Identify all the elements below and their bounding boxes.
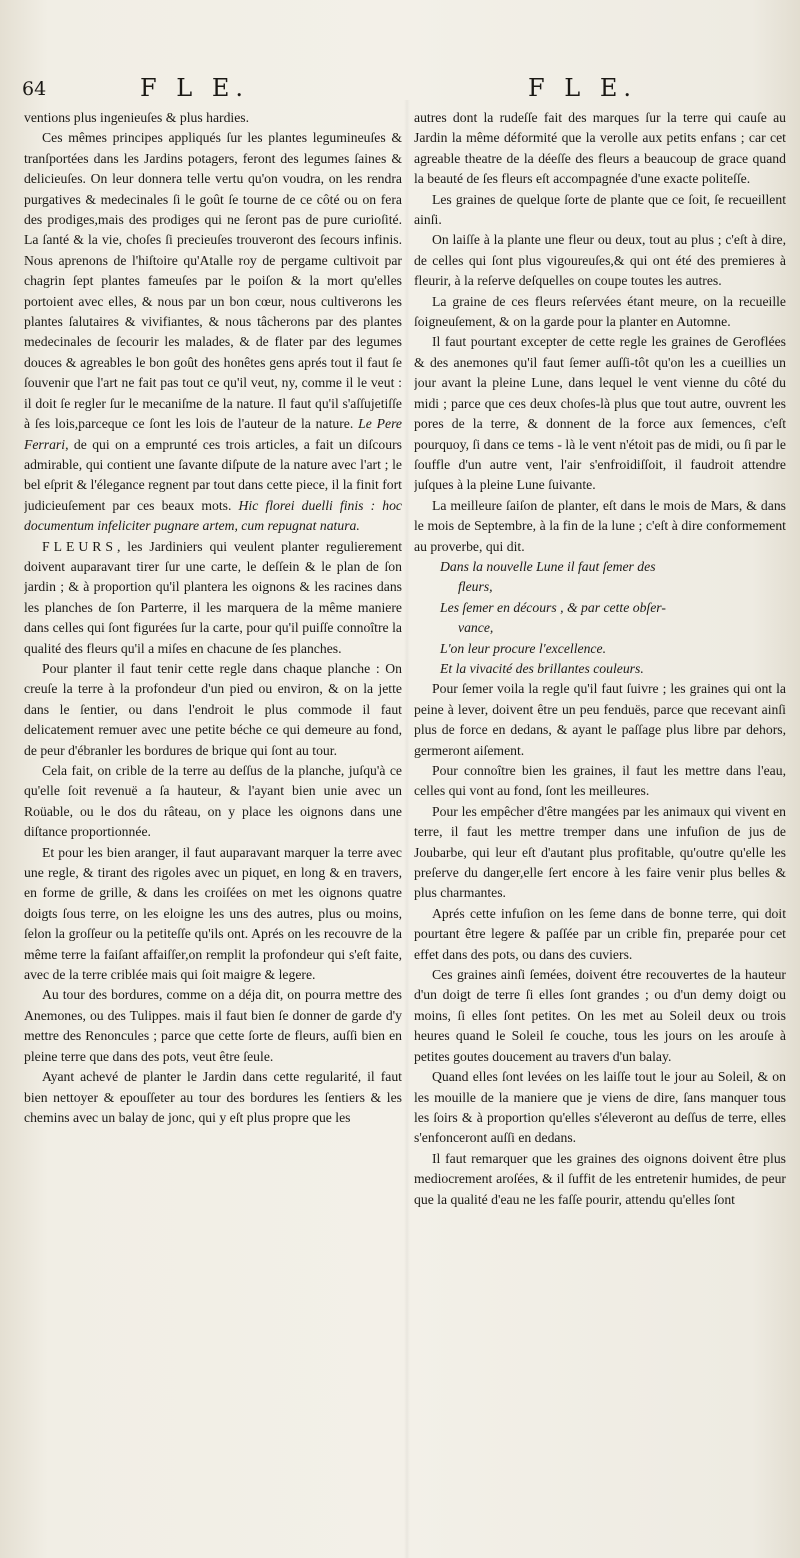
paragraph: Quand elles ſont levées on les laiſſe tout le jour au Soleil, & on les mouille de la maniere que je viens de dire, ſans manquer tous les ſoirs & à proportion qu'elles s'éleveront au deſſus de terre, elles s'enfonceront auſſi en dedans. [414,1069,786,1146]
paragraph: On laiſſe à la plante une fleur ou deux, tout au plus ; c'eſt à dire, de celles qui ſont plus vigoureuſes,& qui ont été des premieres à fleurir, à la reſerve deſquelles on coupe toutes les autres. [414,232,786,289]
paragraph-text: , de qui on a emprunté ces trois articles, a fait un diſcours admirable, qui contient une ſavante diſpute de la nature avec l'art ; le bel eſprit & l'élegance regnent par tout dans cette piece, il la finit fort judicieuſement par ces beaux mots. [24,436,402,513]
paragraph-text: Ces mêmes principes appliqués ſur les plantes legumineuſes & tranſportées dans les Jardins potagers, feront des legumes ſaines & delicieuſes. On leur donnera telle vertu qu'on voudra, on les rendra purgatives & medecinales ſi le goût ſe tourne de ce côté ou on fera des prodiges,mais des prodiges qui ne ſeront pas de pure curioſité. La ſanté & la vie, choſes ſi precieuſes trouveront des ſecours infinis. Nous aprenons de l'hiſtoire qu'Atalle roy de pergame cultivoit par chagrin ſept plantes fameuſes par le poiſon & la mort qu'elles portoient avec elles, & nous par un bon cœur, nous cultiverons les plantes ſalutaires & vivifiantes, & nous tâcherons par des plantes medecinales de ſecourir les malades, & de flater par des legumes douces & agreables le bon goût des honêtes gens aprés tout il faut ſe ſouvenir que l'art ne fait pas tout ce qu'il veut, ny, comme il le veut : il doit ſe regler ſur le mecaniſme de la nature. Il faut qu'il s'aſſujetiſſe à ſes lois,parceque ce ſont les lois de l'auteur de la nature. [24,130,402,432]
verse-line: fleurs, [458,579,493,595]
left-column [24,108,402,1552]
paragraph [24,537,402,659]
latin-quote: Hic florei duelli finis : hoc documentum infeliciter pugnare artem, cum repugnat natura. [24,497,402,534]
paragraph [24,128,402,536]
author-name: Le Pere Ferrari [24,416,402,452]
paragraph: Pour ſemer voila la regle qu'il faut ſuivre ; les graines qui ont la peine à lever, doivent être un peu fenduës, parce que recevant ainſi plus de force en dedans, & ayant le paſſage plus libre par dehors, germeront aiſement. [414,681,786,758]
left-running-title: F L E. [140,74,249,102]
paragraph: Pour planter il faut tenir cette regle dans chaque planche : On creuſe la terre à la profondeur d'un pied ou environ, & on la jette dans le ſentier, ou dans l'endroit le plus commode il faut delicatement remuer avec une petite béche ce qui demeure au fond, de peur d'ébranler les bordures de brique qui ſont au tour. [24,660,402,758]
paragraph: Il faut remarquer que les graines des oignons doivent être plus mediocrement aroſées, & il ſuffit de les entretenir humides, de peur que la qualité d'eau ne les faſſe pourir, attendu qu'elles ſont [414,1150,786,1207]
paragraph: Pour connoître bien les graines, il faut les mettre dans l'eau, celles qui vont au fond, ſont les meilleures. [414,763,786,799]
proverb-verse [440,557,786,679]
paragraph: Cela fait, on crible de la terre au deſſus de la planche, juſqu'à ce qu'elle ſoit revenuë a ſa hauteur, & l'ayant bien unie avec un Roüable, ou le dos du râteau, on y place les oignons dans une diſtance proportionnée. [24,763,402,840]
paragraph: Et pour les bien aranger, il faut auparavant marquer la terre avec une regle, & tirant des rigoles avec un piquet, en long & en travers, en forme de grille, & dans les croiſées on met les oignons quatre doigts ſous terre, on les eloigne les uns des autres, plus ou moins, ſelon la groſſeur ou la petiteſſe qu'ils ont. Aprés on les recouvre de la même terre la faiſant affaiſſer,on remplit la profondeur qui s'eſt faite, avec de la terre criblée mais qui ſoit maigre & legere. [24,844,402,983]
column-gutter [404,100,410,1558]
paragraph: autres dont la rudeſſe fait des marques ſur la terre qui cauſe au Jardin la même déformité que la verolle aux petits enfans ; car cet agreable theatre de la déeſſe des fleurs a beaucoup de grace quand la beauté de ſes fleurs eſt accompagnée d'une exacte politeſſe. [414,110,786,187]
verse-line: vance, [458,620,494,636]
paragraph: Aprés cette infuſion on les ſeme dans de bonne terre, qui doit pourtant être legere & paſſée par un crible fin, preparée pour cet effet dans des pots, ou dans des cuviers. [414,905,786,962]
verse-line: Les ſemer en décours , & par cette obſer- [440,599,666,615]
paragraph: Les graines de quelque ſorte de plante que ce ſoit, ſe recueillent ainſi. [414,191,786,228]
paragraph: Ayant achevé de planter le Jardin dans cette regularité, il faut bien nettoyer & epouſſeter au tour des bordures les ſentiers & les chemins avec un balay de jonc, qui y eſt plus propre que les [24,1069,402,1125]
verse-line: Dans la nouvelle Lune il faut ſemer des [440,558,656,574]
running-header [0,72,800,108]
entry-headword: FLEURS [42,538,117,554]
paragraph: La graine de ces fleurs reſervées étant meure, on la recueille ſoigneuſement, & on la garde pour la planter en Automne. [414,293,786,330]
paragraph: Au tour des bordures, comme on a déja dit, on pourra mettre des Anemones, ou des Tulippes. mais il faut bien ſe donner de garde d'y mettre des Renoncules ; parce que cette ſorte de fleurs, auſſi bien en pleine terre que dans des pots, veut être ſeule. [24,987,402,1064]
page-number: 64 [22,78,47,100]
verse-line: Et la vivacité des brillantes couleurs. [440,660,644,676]
paragraph: La meilleure ſaiſon de planter, eſt dans le mois de Mars, & dans le mois de Septembre, à la fin de la lune ; c'eſt à dire conformement au proverbe, qui dit. [414,497,786,554]
right-running-title: F L E. [528,74,637,102]
verse-line: L'on leur procure l'excellence. [440,640,606,656]
right-column [414,108,786,1552]
paragraph: Ces graines ainſi ſemées, doivent étre recouvertes de la hauteur d'un doigt de terre ſi elles ſont grandes ; ou d'un demy doigt ou moins, ſi elles ſont petites. On les met au Soleil deux ou trois heures quand le Soleil ſe couche, tous les jours on les arouſe à petites goutes doucement au travers d'un balay. [414,967,786,1064]
paragraph: ventions plus ingenieuſes & plus hardies. [24,110,250,125]
paragraph: Il faut pourtant excepter de cette regle les graines de Geroflées & des anemones qu'il faut ſemer auſſi-tôt qu'on les a cueillies un jour avant la pleine Lune, dans lequel le vent vienne du côté du midi ; parce que ces deux choſes-là plus que tout autre, ouvrent les pores de la terre, & donnent de la force aux ſemences, c'eſt pourquoy, ſi dans ce tems - là le vent n'étoit pas de midi, ou ſi par le ſouffle d'un autre vent, l'air s'enfroidiſſoit, il faudroit attendre juſques à la pleine Lune ſuivante. [414,334,786,493]
paragraph: Pour les empêcher d'être mangées par les animaux qui vivent en terre, il faut les mettre tremper dans une infuſion de jus de Joubarbe, qui leur eſt d'autant plus profitable, qu'outre qu'elle les preſerve du danger,elle ſert encore à les faire venir plus belles & plus charmantes. [414,803,786,901]
paragraph-text: , les Jardiniers qui veulent planter regulierement doivent auparavant tirer ſur une carte, le deſſein & le plan de ſon jardin ; & à proportion qu'il plantera les oignons & les racines dans les planches de ſon Parterre, il les marquera de la même maniere dans celles qui ſont figurées ſur la carte, pour qu'il puiſſe connoître la qualité des fleurs qu'il a miſes en chacune de ſes planches. [24,538,402,656]
